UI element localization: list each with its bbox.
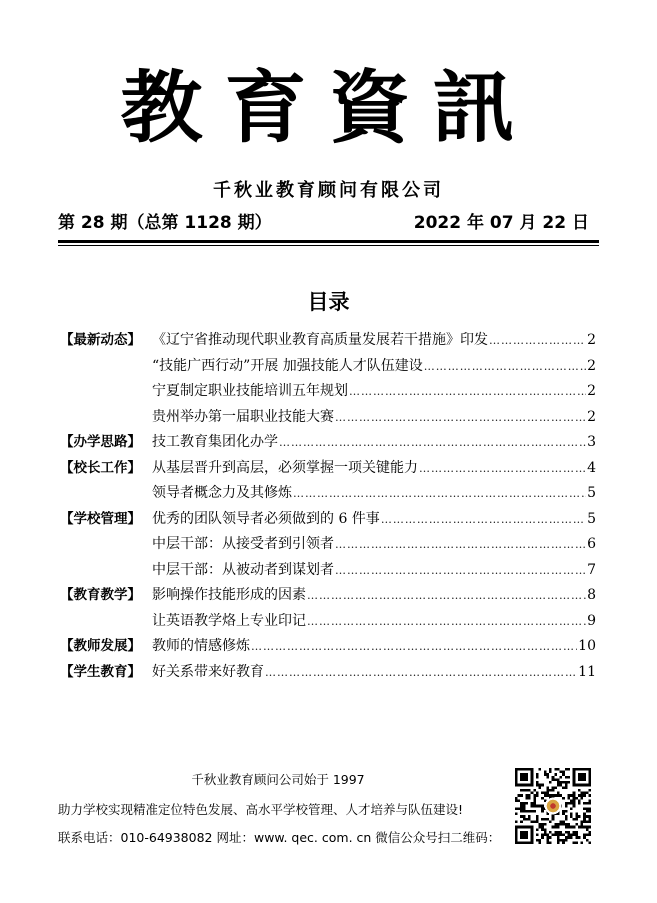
footer-contact: 联系电话：010-64938082 网址：www. qec. com. cn 微信公众号扫二维码： xyxy=(58,830,501,845)
toc-entry[interactable] xyxy=(152,456,596,482)
table-of-contents xyxy=(60,328,596,685)
toc-page-number: 2 xyxy=(587,383,596,399)
toc-row xyxy=(60,430,596,456)
toc-entry-title: 影响操作技能形成的因素 xyxy=(152,587,306,603)
issue-number: 第 28 期（总第 1128 期） xyxy=(58,213,272,233)
toc-leader-dots xyxy=(279,430,586,456)
toc-entry-title: 贵州举办第一届职业技能大赛 xyxy=(152,408,334,425)
toc-row xyxy=(60,583,596,609)
toc-page-number: 2 xyxy=(587,408,596,425)
header-divider-thick xyxy=(58,240,599,243)
toc-row xyxy=(60,481,596,507)
toc-row xyxy=(60,379,596,405)
toc-row xyxy=(60,660,596,686)
toc-leader-dots xyxy=(335,405,586,431)
toc-row xyxy=(60,558,596,584)
toc-leader-dots xyxy=(335,532,586,558)
toc-leader-dots xyxy=(489,328,586,354)
toc-category: 【最新动态】 xyxy=(60,332,141,348)
toc-entry-title: 从基层晋升到高层，必须掌握一项关键能力 xyxy=(152,459,418,476)
toc-leader-dots xyxy=(424,354,586,380)
toc-leader-dots xyxy=(293,481,586,507)
toc-row xyxy=(60,609,596,635)
toc-page-number: 8 xyxy=(587,587,596,603)
masthead-title: 教育資訊 xyxy=(120,62,537,154)
toc-entry[interactable] xyxy=(152,430,596,456)
toc-entry[interactable] xyxy=(152,660,596,686)
toc-page-number: 10 xyxy=(578,638,596,654)
toc-page-number: 4 xyxy=(587,459,596,476)
toc-page-number: 5 xyxy=(587,510,596,527)
toc-leader-dots xyxy=(307,609,586,635)
toc-entry[interactable] xyxy=(152,405,596,431)
toc-page-number: 3 xyxy=(587,434,596,450)
toc-leader-dots xyxy=(381,507,586,533)
toc-entry[interactable] xyxy=(152,609,596,635)
toc-row xyxy=(60,456,596,482)
toc-entry-title: 优秀的团队领导者必须做到的 6 件事 xyxy=(152,510,380,527)
toc-page-number: 2 xyxy=(587,332,596,348)
toc-entry-title: 中层干部：从被动者到谋划者 xyxy=(152,561,334,578)
qr-code-icon xyxy=(515,768,591,844)
issue-row xyxy=(58,208,589,234)
toc-row xyxy=(60,328,596,354)
toc-entry[interactable] xyxy=(152,532,596,558)
toc-leader-dots xyxy=(419,456,586,482)
toc-page-number: 11 xyxy=(578,663,596,680)
toc-entry-title: “技能广西行动”开展 加强技能人才队伍建设 xyxy=(152,357,423,374)
company-name: 千秋业教育顾问有限公司 xyxy=(213,180,444,201)
toc-leader-dots xyxy=(335,558,586,584)
footer-slogan: 助力学校实现精准定位特色发展、高水平学校管理、人才培养与队伍建设! xyxy=(58,802,464,817)
toc-entry[interactable] xyxy=(152,583,596,609)
toc-row xyxy=(60,532,596,558)
toc-category: 【教育教学】 xyxy=(60,587,141,603)
toc-row xyxy=(60,405,596,431)
toc-entry[interactable] xyxy=(152,328,596,354)
footer-founded: 千秋业教育顾问公司始于 1997 xyxy=(191,772,365,787)
toc-entry-title: 宁夏制定职业技能培训五年规划 xyxy=(152,383,348,399)
toc-leader-dots xyxy=(265,660,577,686)
toc-leader-dots xyxy=(349,379,586,405)
toc-page-number: 2 xyxy=(587,357,596,374)
toc-entry-title: 《辽宁省推动现代职业教育高质量发展若干措施》印发 xyxy=(152,332,488,348)
toc-page-number: 9 xyxy=(587,612,596,629)
toc-entry[interactable] xyxy=(152,379,596,405)
toc-entry[interactable] xyxy=(152,354,596,380)
toc-entry-title: 技工教育集团化办学 xyxy=(152,434,278,450)
toc-entry-title: 教师的情感修炼 xyxy=(152,638,250,654)
header-divider-thin xyxy=(58,245,599,246)
toc-category: 【教师发展】 xyxy=(60,638,141,654)
toc-category: 【校长工作】 xyxy=(60,459,141,476)
toc-entry[interactable] xyxy=(152,507,596,533)
toc-entry-title: 领导者概念力及其修炼 xyxy=(152,485,292,501)
toc-title: 目录 xyxy=(307,290,350,314)
toc-entry-title: 好关系带来好教育 xyxy=(152,663,264,680)
toc-category: 【办学思路】 xyxy=(60,434,141,450)
toc-page-number: 5 xyxy=(587,485,596,501)
toc-entry[interactable] xyxy=(152,634,596,660)
toc-row xyxy=(60,354,596,380)
toc-entry[interactable] xyxy=(152,558,596,584)
toc-category: 【学校管理】 xyxy=(60,510,141,527)
toc-entry-title: 中层干部：从接受者到引领者 xyxy=(152,536,334,552)
toc-page-number: 6 xyxy=(587,536,596,552)
toc-entry-title: 让英语教学烙上专业印记 xyxy=(152,612,306,629)
toc-page-number: 7 xyxy=(587,561,596,578)
toc-entry[interactable] xyxy=(152,481,596,507)
toc-row xyxy=(60,634,596,660)
toc-leader-dots xyxy=(307,583,586,609)
toc-category: 【学生教育】 xyxy=(60,663,141,680)
issue-date: 2022 年 07 月 22 日 xyxy=(413,213,589,233)
toc-leader-dots xyxy=(251,634,577,660)
toc-row xyxy=(60,507,596,533)
